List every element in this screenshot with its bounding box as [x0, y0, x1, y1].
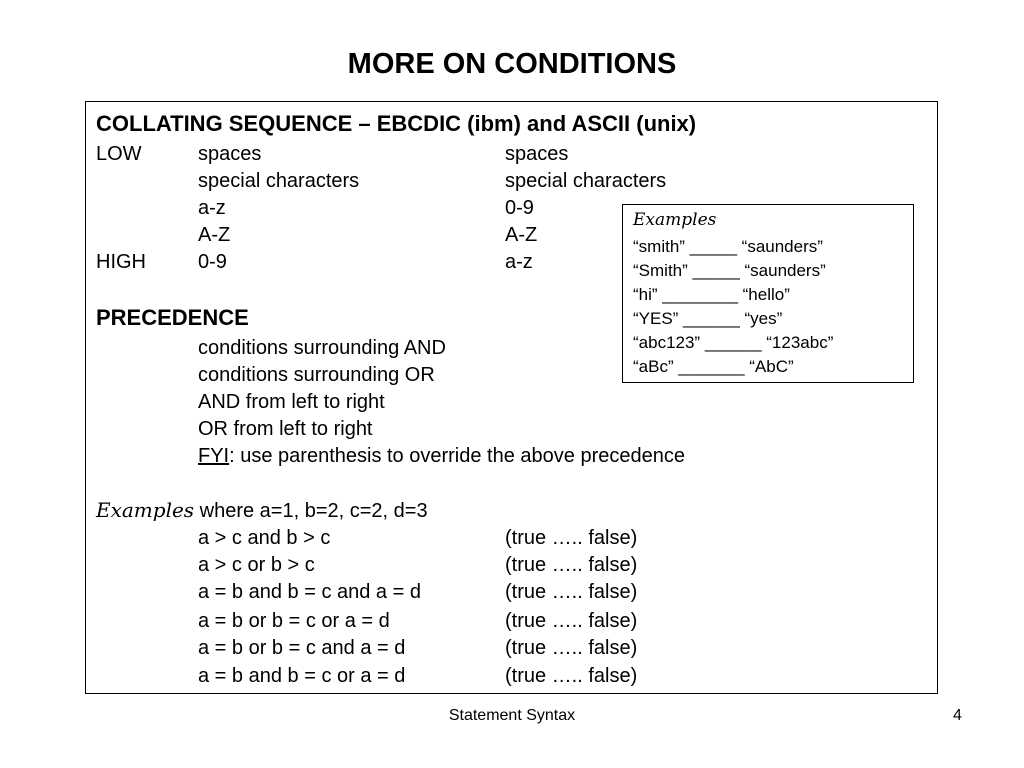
precedence-rule: OR from left to right [198, 418, 373, 440]
example-answer: (true ….. false) [505, 554, 638, 576]
ebcdic-item: 0-9 [198, 251, 227, 273]
examples-box [622, 204, 914, 383]
example-expr: a = b or b = c and a = d [198, 637, 406, 659]
examples-given: where a=1, b=2, c=2, d=3 [194, 500, 428, 522]
ascii-item: special characters [505, 170, 667, 192]
example-answer: (true ….. false) [505, 610, 638, 632]
ascii-item: A-Z [505, 224, 538, 246]
ebcdic-item: a-z [198, 197, 226, 219]
fyi-text: : use parenthesis to override the above precedence [229, 445, 685, 467]
example-answer: (true ….. false) [505, 637, 638, 659]
ebcdic-item: special characters [198, 170, 360, 192]
precedence-rule: conditions surrounding OR [198, 364, 435, 386]
slide-title: MORE ON CONDITIONS [347, 48, 677, 80]
example-answer: (true ….. false) [505, 581, 638, 603]
examples-label: Examples [96, 498, 195, 522]
example-comparison: “hi” ________ “hello” [633, 285, 790, 304]
example-comparison: “YES” ______ “yes” [633, 309, 783, 328]
fyi-note [198, 444, 685, 468]
ascii-item: 0-9 [505, 197, 534, 219]
example-answer: (true ….. false) [505, 665, 638, 687]
low-label: LOW [96, 143, 142, 165]
example-expr: a = b or b = c or a = d [198, 610, 390, 632]
page-number: 4 [953, 707, 962, 724]
high-label: HIGH [96, 251, 146, 273]
ascii-item: spaces [505, 143, 569, 165]
example-comparison: “smith” _____ “saunders” [633, 237, 823, 256]
precedence-rule: conditions surrounding AND [198, 337, 446, 359]
ascii-item: a-z [505, 251, 533, 273]
example-answer: (true ….. false) [505, 527, 638, 549]
example-comparison: “Smith” _____ “saunders” [633, 261, 826, 280]
precedence-heading: PRECEDENCE [96, 305, 249, 330]
collating-heading: COLLATING SEQUENCE – EBCDIC (ibm) and ASCII (unix) [96, 111, 697, 136]
precedence-rule: AND from left to right [198, 391, 385, 413]
examples-box-label: Examples [633, 210, 717, 230]
example-expr: a = b and b = c and a = d [198, 581, 421, 603]
example-comparison: “abc123” ______ “123abc” [633, 333, 834, 352]
ebcdic-item: spaces [198, 143, 262, 165]
examples-line [96, 498, 428, 523]
example-expr: a > c and b > c [198, 527, 331, 549]
fyi-label: FYI [198, 445, 230, 467]
example-comparison: “aBc” _______ “AbC” [633, 357, 794, 376]
ebcdic-item: A-Z [198, 224, 231, 246]
example-expr: a > c or b > c [198, 554, 315, 576]
example-expr: a = b and b = c or a = d [198, 665, 406, 687]
footer-title: Statement Syntax [448, 707, 576, 724]
